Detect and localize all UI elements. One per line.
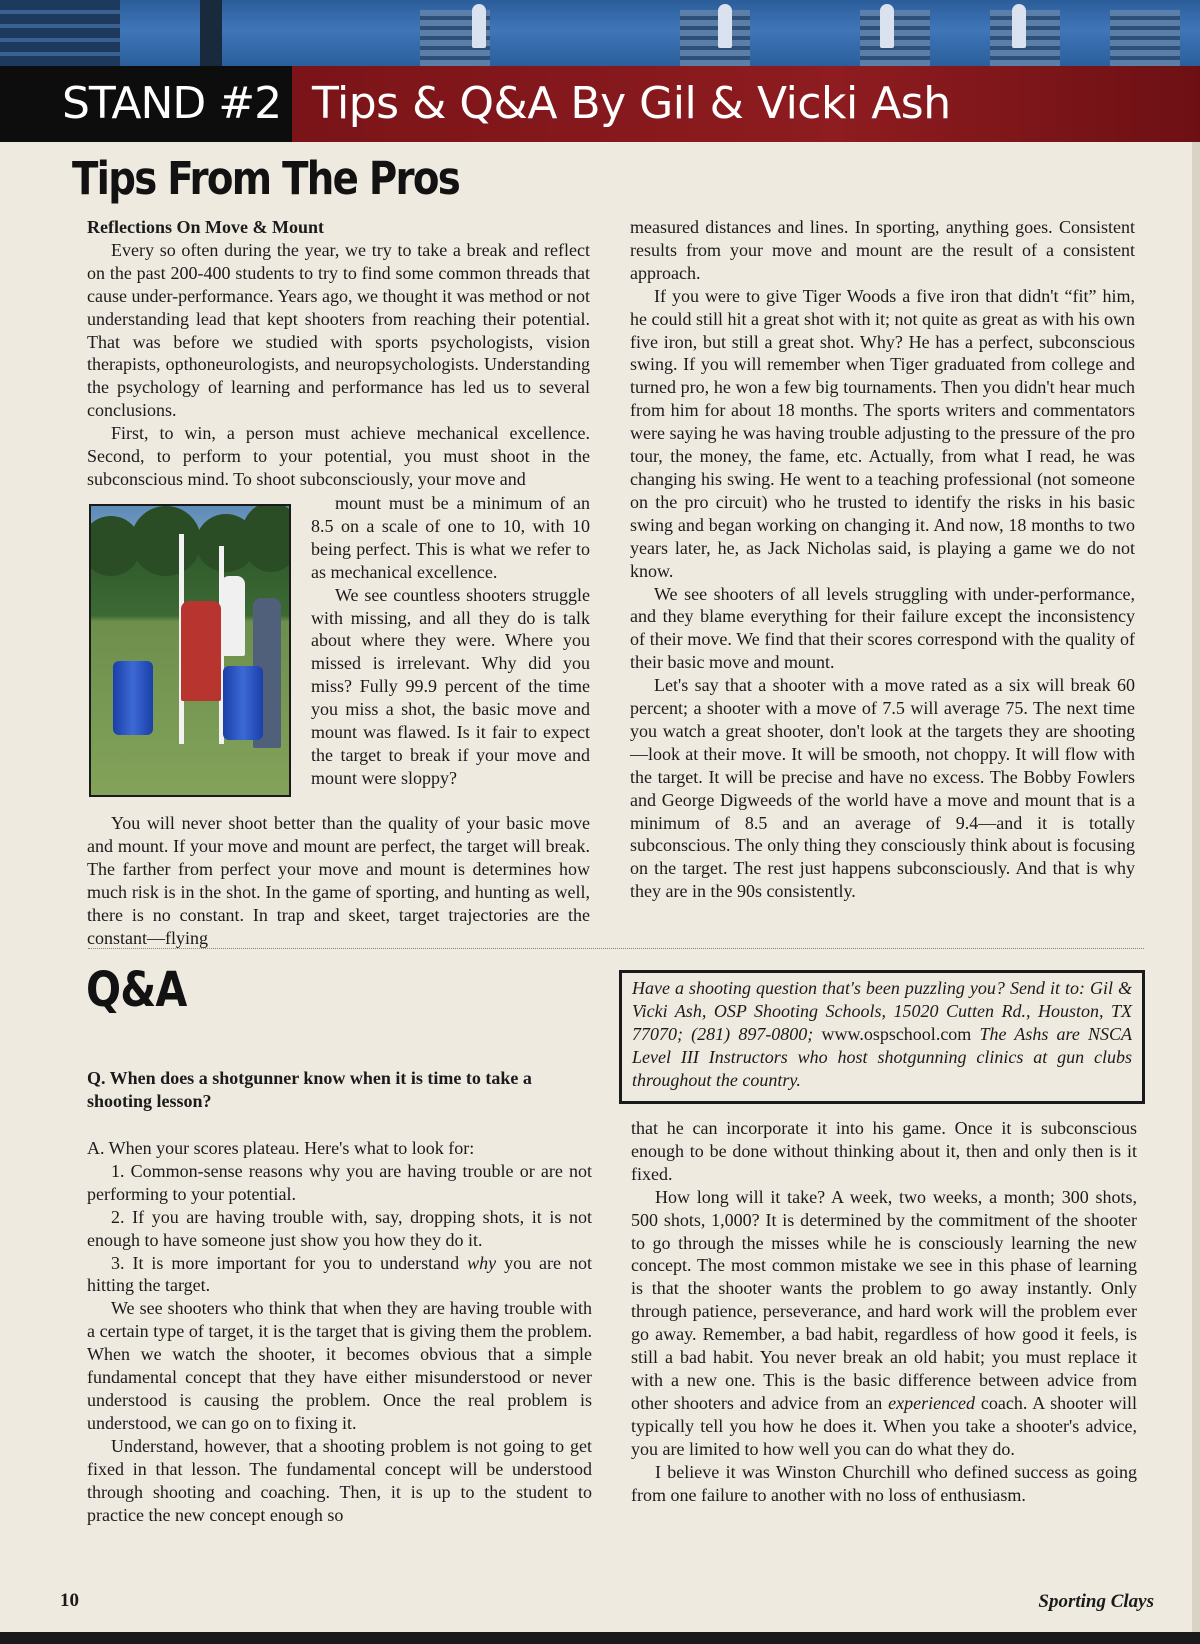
tips-column-left-top bbox=[87, 216, 590, 491]
qa-column-left bbox=[87, 1137, 592, 1526]
tips-photo-wrap bbox=[87, 492, 590, 797]
paragraph: that he can incorporate it into his game. Once it is subconscious enough to be done without thinking about it, then and only then is it fixed. bbox=[631, 1118, 1137, 1184]
contact-text bbox=[632, 977, 1132, 1092]
page-number: 10 bbox=[60, 1590, 79, 1611]
tips-column-right bbox=[630, 216, 1135, 903]
section-title: Tips & Q&A By Gil & Vicki Ash bbox=[292, 66, 1200, 142]
paragraph: You will never shoot better than the quality of your basic move and mount. If your move and mount are perfect, the target will break. The farther from perfect your move and mount is determines how much risk is in the shot. In the game of sporting, and hunting as well, there is no constant. In trap and skeet, target trajectories are the constant—flying bbox=[87, 813, 590, 948]
paragraph: mount must be a minimum of an 8.5 on a scale of one to 10, with 10 being perfect. This is what we refer to as mechanical excellence. bbox=[311, 493, 590, 582]
qa-heading: Q&A bbox=[86, 962, 187, 1018]
paragraph: Every so often during the year, we try to take a break and reflect on the past 200-400 students to try to find some common threads that cause under-performance. Years ago, we thought it was method or not understanding lead that kept shooters from reaching their potential. That was before we studied with sports psychologists, vision therapists, opthoneurologists, and neuropsychologists. Understanding the psychology of learning and performance has led us to several conclusions. bbox=[87, 239, 590, 421]
qa-question: Q. When does a shotgunner know when it is time to take a shooting lesson? bbox=[87, 1068, 532, 1111]
paragraph: We see countless shooters struggle with missing, and all they do is talk about where they were. Where you missed is irrelevant. Why did you miss? Fully 99.9 percent of the time you miss a shot, the basic move and mount was flawed. Is it fair to expect the target to break if your move and mount were sloppy? bbox=[311, 584, 590, 788]
answer-intro: A. When your scores plateau. Here's what to look for: bbox=[87, 1138, 475, 1158]
paragraph: Let's say that a shooter with a move rated as a six will break 60 percent; a shooter with a move of 7.5 will average 75. The next time you watch a great shooter, don't look at the targets they are shooting—look at their move. It will be smooth, not choppy. It will flow with the target. It will be precise and have no excess. The Bobby Fowlers and George Digweeds of the world have a move and mount that is a minimum of 8.5 and an average of 9.4—and it is totally subconscious. The only thing they consciously think about is focusing on the target. The rest just happens subconsciously. And that is why they are in the 90s consistently. bbox=[630, 675, 1135, 902]
header-photo-strip bbox=[0, 0, 1200, 66]
shooting-station-photo bbox=[89, 504, 291, 797]
qa-column-right bbox=[631, 1117, 1137, 1506]
contact-box bbox=[619, 970, 1145, 1104]
paragraph: I believe it was Winston Churchill who defined success as going from one failure to another with no loss of enthusiasm. bbox=[631, 1461, 1137, 1505]
tips-subhead: Reflections On Move & Mount bbox=[87, 217, 324, 237]
contact-lines: Have a shooting question that's been puzzling you? Send it to: Gil & Vicki Ash, OSP Shooting Schools, 15020 Cutten Rd., Houston, TX 77070; (281) 897-0800; bbox=[632, 978, 1132, 1044]
paragraph: We see shooters of all levels struggling with under-performance, and they blame everything for their failure except the inconsistency of their move. We find that their scores correspond with the quality of their basic move and mount. bbox=[630, 583, 1135, 673]
paragraph: If you were to give Tiger Woods a five iron that didn't “fit” him, he could still hit a great shot with it; not quite as great as with his own five iron, but still a great shot. Why? He has a perfect, subconscious swing. If you will remember when Tiger graduated from college and turned pro, he won a few big tournaments. Then you didn't hear much from him for about 18 months. The sports writers and commentators were saying he was having trouble adjusting to the pressure of the pro tour, the money, the fame, etc. Actually, from what I read, he was changing his swing. He went to a teaching professional (not someone on the pro circuit) who he trusted to identify the risks in his basic swing and began working on changing it. And now, 18 months to two years later, he, as Jack Nicholas said, is playing a game we do not know. bbox=[630, 285, 1135, 581]
paragraph: How long will it take? A week, two weeks, a month; 300 shots, 500 shots, 1,000? It is determined by the commitment of the shooter to go through the misses while he is consciously learning the new concept. The most common mistake we see in this phase of learning is that the shooter wants the problem to go away instantly. Only through patience, perseverance, and hard work will the problem ever go away. Remember, a bad habit, regardless of how good it feels, is still a bad habit. You never break an old habit; you must replace it with a new one. This is the basic difference between advice from other shooters and advice from an experienced coach. A shooter will typically tell you how he does it. When you take a shooter's advice, you are limited to how well you can do what they do. bbox=[631, 1186, 1137, 1459]
paragraph: First, to win, a person must achieve mechanical excellence. Second, to perform to your potential, you must shoot in the subconscious mind. To shoot subconsciously, your move and bbox=[87, 423, 590, 489]
website-link[interactable]: www.ospschool.com bbox=[821, 1024, 972, 1044]
contact-bio: The Ashs are NSCA Level III Instructors who host shotgunning clinics at gun clubs throughout the country. bbox=[632, 1024, 1132, 1090]
paragraph: measured distances and lines. In sporting, anything goes. Consistent results from your move and mount are the result of a consistent approach. bbox=[630, 217, 1135, 283]
stand-label: STAND #2 bbox=[0, 66, 292, 142]
section-banner bbox=[0, 66, 1200, 142]
section-divider bbox=[88, 948, 1144, 949]
paragraph: We see shooters who think that when they are having trouble with a certain type of target, it is the target that is giving them the problem. When we watch the shooter, it becomes obvious that a simple fundamental concept that they have either misunderstood or never understood is causing the problem. Once the real problem is understood, we can go on to fixing it. bbox=[87, 1298, 592, 1433]
list-item: 3. It is more important for you to understand why you are not hitting the target. bbox=[87, 1252, 592, 1296]
list-item: 1. Common-sense reasons why you are having trouble or are not performing to your potential. bbox=[87, 1160, 592, 1204]
tips-column-left-bottom bbox=[87, 812, 590, 949]
paragraph: Understand, however, that a shooting problem is not going to get fixed in that lesson. The fundamental concept will be understood through shooting and coaching. Then, it is up to the student to practice the new concept enough so bbox=[87, 1435, 592, 1525]
magazine-name: Sporting Clays bbox=[1038, 1591, 1154, 1612]
tips-heading: Tips From The Pros bbox=[72, 152, 460, 205]
list-item: 2. If you are having trouble with, say, dropping shots, it is not enough to have someone just show you how they do it. bbox=[87, 1206, 592, 1250]
